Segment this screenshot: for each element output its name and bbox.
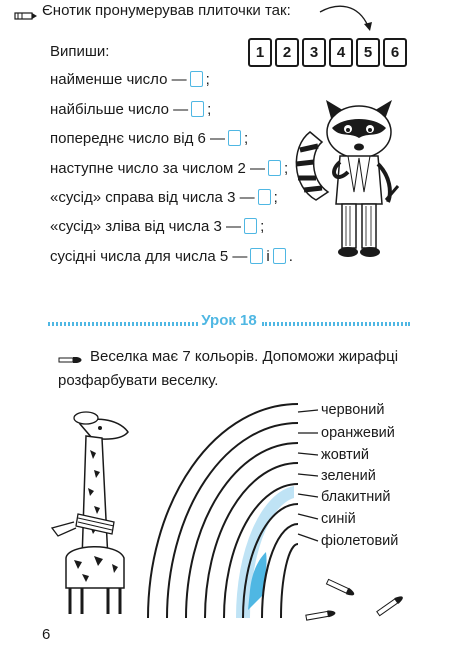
exercise-text: «сусід» зліва від числа 3 —	[50, 218, 242, 235]
exercise-text: попереднє число від 6 —	[50, 130, 225, 147]
color-label-lightblue: блакитний	[321, 489, 391, 505]
punct: ;	[244, 130, 249, 147]
rainbow-arc	[281, 544, 298, 618]
punct: ;	[273, 189, 278, 206]
color-label-yellow: жовтий	[321, 447, 369, 463]
punct: ;	[205, 71, 210, 88]
punct: ;	[207, 101, 212, 118]
punct: .	[288, 248, 293, 265]
number-tile: 6	[383, 38, 407, 67]
exercise-text: найменше число —	[50, 71, 187, 88]
number-tile: 3	[302, 38, 326, 67]
task1-intro: Єнотик пронумерував плиточки так:	[42, 2, 291, 19]
exercise-text: найбільше число —	[50, 101, 189, 118]
conjunction: і	[266, 248, 270, 265]
exercise-text: «сусід» справа від числа 3 —	[50, 189, 255, 206]
color-label-blue: синій	[321, 511, 356, 527]
task2-line2: розфарбувати веселку.	[58, 372, 219, 389]
lesson-title: Урок 18	[201, 312, 257, 329]
number-tile: 4	[329, 38, 353, 67]
number-tile: 2	[275, 38, 299, 67]
exercise-text: наступне число за числом 2 —	[50, 160, 266, 177]
color-label-violet: фіолетовий	[321, 533, 399, 549]
number-tile: 1	[248, 38, 272, 67]
page-number: 6	[42, 626, 51, 643]
color-label-red: червоний	[321, 402, 385, 418]
exercise-text: сусідні числа для числа 5 —	[50, 248, 248, 265]
color-label-green: зелений	[321, 468, 376, 484]
rainbow-arc	[262, 524, 298, 618]
punct: ;	[260, 218, 265, 235]
task2-line1: Веселка має 7 кольорів. Допоможи жирафці	[90, 348, 399, 365]
brushes-illustration	[300, 576, 420, 631]
task1-prompt: Випиши:	[50, 43, 110, 60]
color-label-orange: оранжевий	[321, 425, 395, 441]
number-tile: 5	[356, 38, 380, 67]
punct: ;	[284, 160, 289, 177]
